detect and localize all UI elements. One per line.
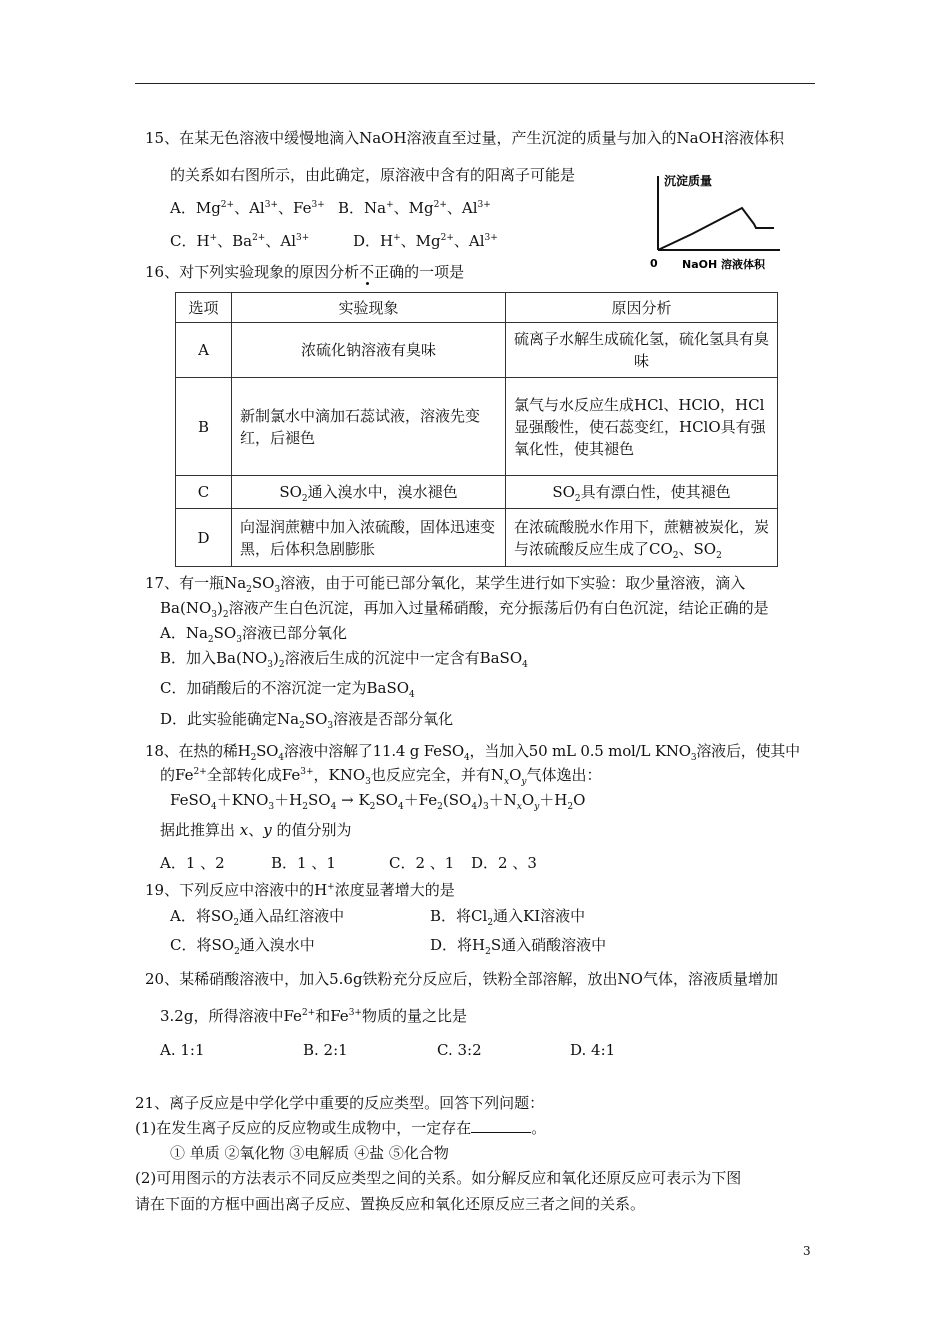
q20-stem-line2: 3.2g，所得溶液中$Fe^{2+}$和$Fe^{3+}$物质的量之比是 — [160, 1007, 467, 1025]
q15-option-d: D．H+、$Mg^{2+}$、$Al^{3+}$ — [353, 232, 498, 250]
page-number: 3 — [803, 1244, 811, 1258]
q15-option-c: C．H+、$Ba^{2+}$、$Al^{3+}$ — [170, 232, 310, 250]
q16-stem: 16、对下列实验现象的原因分析不正确的一项是 — [145, 263, 465, 281]
q20-option-d: D. 4:1 — [570, 1041, 616, 1059]
q17-stem-line2: $Ba(NO_3)_2$溶液产生白色沉淀，再加入过量稀硝酸，充分振荡后仍有白色沉淀，结论正确的是 — [160, 599, 769, 620]
q15-stem-line2: 的关系如右图所示，由此确定，原溶液中含有的阳离子可能是 — [170, 166, 576, 184]
q18-option-d: D．2 、3 — [471, 854, 537, 872]
table-row: C $SO_2$通入溴水中，溴水褪色 $SO_2$具有漂白性，使其褪色 — [176, 476, 778, 509]
q19-option-c: C．将$SO_2$通入溴水中 — [170, 936, 315, 957]
q15-option-b: B．Na+、$Mg^{2+}$、$Al^{3+}$ — [338, 199, 491, 217]
q19-option-a: A．将$SO_2$通入品红溶液中 — [170, 907, 345, 928]
q18-option-b: B．1 、1 — [271, 854, 336, 872]
q21-part2-line1: (2)可用图示的方法表示不同反应类型之间的关系。如分解反应和氧化还原反应可表示为下图 — [135, 1169, 742, 1187]
header-rule — [135, 83, 815, 84]
q18-option-c: C．2 、1 — [389, 854, 455, 872]
q21-part1: (1)在发生离子反应的反应物或生成物中，一定存在 。 — [135, 1119, 547, 1137]
q17-option-a: A．$Na_2SO_3$溶液已部分氧化 — [160, 624, 347, 645]
graph-x-label: NaOH 溶液体积 — [682, 258, 766, 270]
q21-choices: ① 单质 ②氧化物 ③电解质 ④盐 ⑤化合物 — [170, 1144, 449, 1162]
q20-option-b: B. 2:1 — [303, 1041, 348, 1059]
q18-stem-line1: 18、在热的稀$H_2SO_4$溶液中溶解了11.4 g FeSO$_4$，当加入50 mL 0.5 mol/L $KNO_3$溶液后，使其中 — [145, 742, 800, 763]
q17-option-b: B．加入$Ba(NO_3)_2$溶液后生成的沉淀中一定含有BaSO$_4$ — [160, 649, 528, 670]
q18-equation: $FeSO_4+KNO_3+H_2SO_4 \to K_2SO_4+Fe_2(SO_4)_3+N_xO_y+H_2O$ — [170, 791, 586, 812]
q19-stem: 19、下列反应中溶液中的H+浓度显著增大的是 — [145, 881, 455, 899]
q20-option-a: A. 1:1 — [160, 1041, 205, 1059]
q17-option-c: C．加硝酸后的不溶沉淀一定为BaSO$_4$ — [160, 679, 415, 700]
table-header: 原因分析 — [506, 293, 778, 323]
table-row: D 向湿润蔗糖中加入浓硫酸，固体迅速变黑，后体积急剧膨胀 在浓硫酸脱水作用下，蔗糖被炭化，炭与浓硫酸反应生成了$CO_2$、$SO_2$ — [176, 509, 778, 567]
graph-curve — [658, 208, 774, 250]
answer-blank[interactable] — [471, 1118, 531, 1133]
q21-part2-line2: 请在下面的方框中画出离子反应、置换反应和氧化还原反应三者之间的关系。 — [135, 1195, 646, 1213]
table-header: 实验现象 — [232, 293, 506, 323]
table-header-row — [176, 293, 778, 323]
table-row: B 新制氯水中滴加石蕊试液，溶液先变红，后褪色 氯气与水反应生成HCl、HClO，HCl显强酸性，使石蕊变红，HClO具有强氧化性，使其褪色 — [176, 378, 778, 476]
q15-stem-line1: 15、在某无色溶液中缓慢地滴入NaOH溶液直至过量，产生沉淀的质量与加入的NaOH溶液体积 — [145, 129, 784, 147]
q19-option-b: B．将$Cl_2$通入KI溶液中 — [430, 907, 586, 928]
q21-stem: 21、离子反应是中学化学中重要的反应类型。回答下列问题： — [135, 1094, 545, 1112]
q19-option-d: D．将$H_2S$通入硝酸溶液中 — [430, 936, 607, 957]
q20-option-c: C. 3:2 — [437, 1041, 482, 1059]
q18-stem-line2: 的$Fe^{2+}$全部转化成$Fe^{3+}$，$KNO_3$也反应完全，并有$N_xO_y$气体逸出： — [160, 766, 602, 787]
q17-stem-line1: 17、有一瓶$Na_2SO_3$溶液，由于可能已部分氧化，某学生进行如下实验：取少量溶液，滴入 — [145, 574, 746, 595]
q18-option-a: A．1 、2 — [160, 854, 225, 872]
table-header: 选项 — [176, 293, 232, 323]
q18-stem-line4: 据此推算出 x、y 的值分别为 — [160, 821, 352, 839]
precipitate-graph — [650, 170, 790, 270]
q16-table — [175, 292, 778, 567]
graph-origin: 0 — [650, 257, 658, 270]
q20-stem-line1: 20、某稀硝酸溶液中，加入5.6g铁粉充分反应后，铁粉全部溶解，放出NO气体，溶液质量增加 — [145, 970, 778, 988]
q17-option-d: D．此实验能确定$Na_2SO_3$溶液是否部分氧化 — [160, 710, 454, 731]
q15-option-a: A．$Mg^{2+}$、$Al^{3+}$、$Fe^{3+}$ — [170, 199, 325, 217]
graph-y-label: 沉淀质量 — [664, 174, 713, 188]
table-row: A 浓硫化钠溶液有臭味 硫离子水解生成硫化氢，硫化氢具有臭味 — [176, 323, 778, 378]
